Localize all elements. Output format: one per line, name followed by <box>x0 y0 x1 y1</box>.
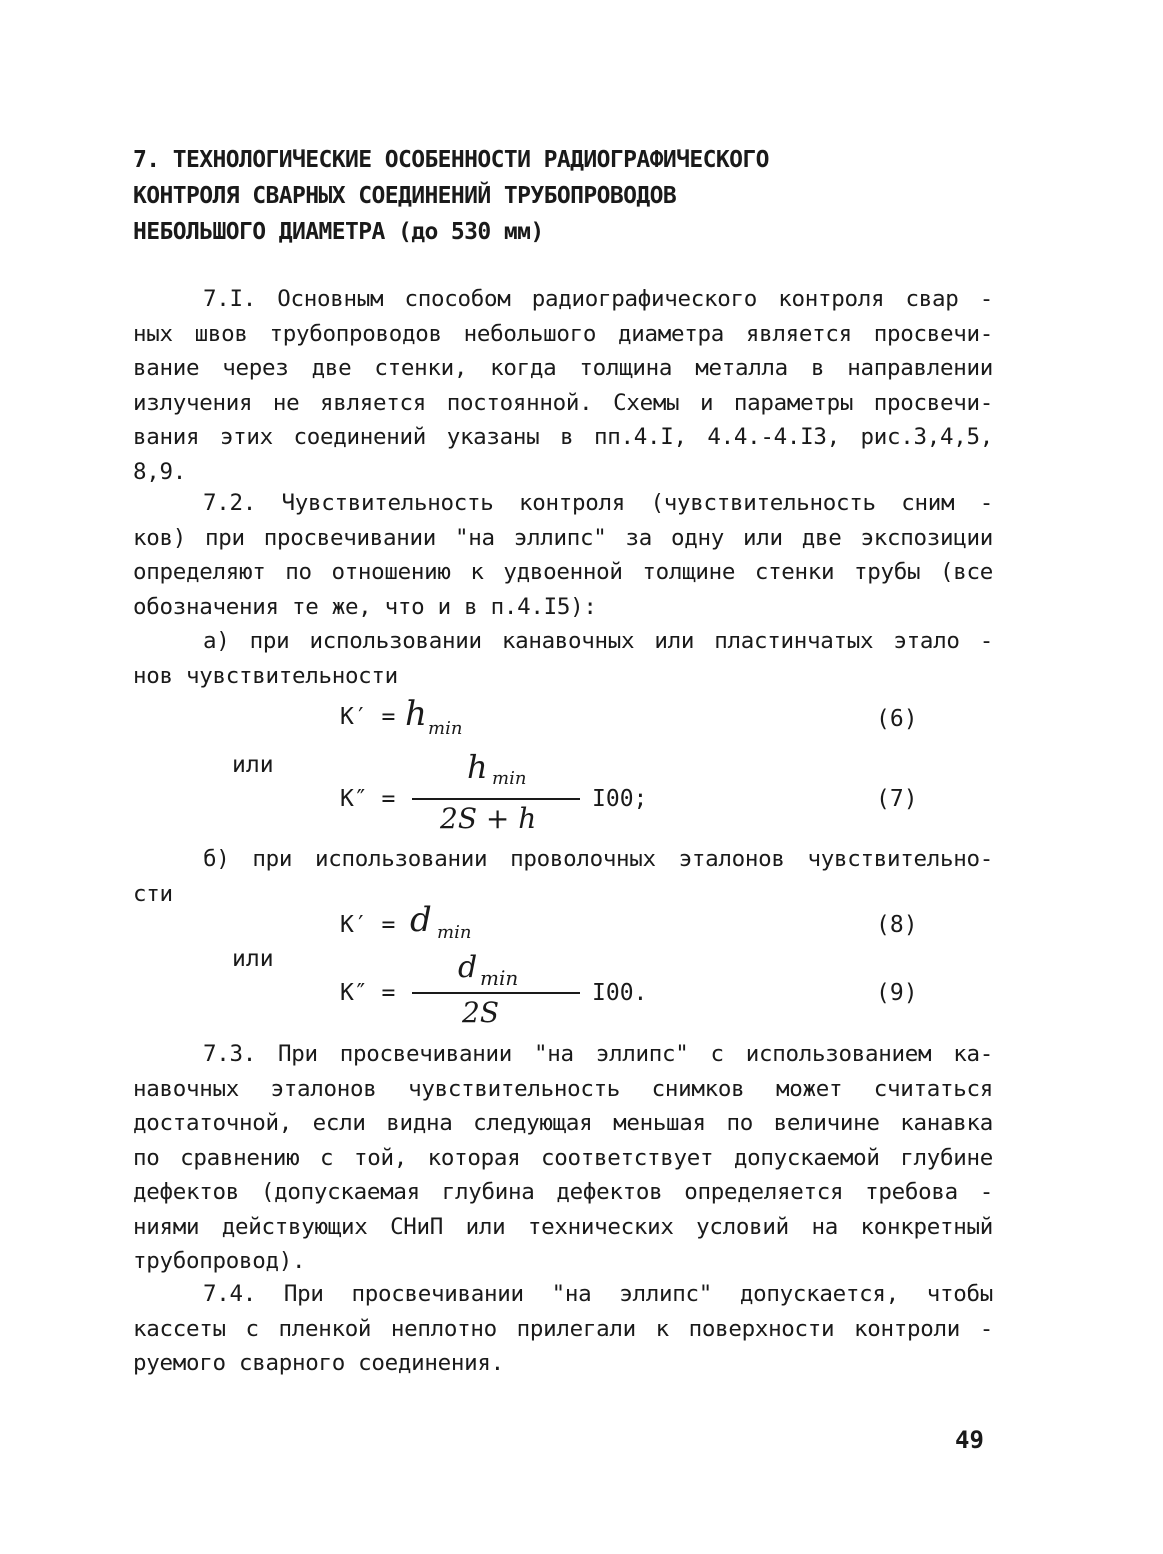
equation-number: (7) <box>876 786 918 812</box>
heading-line: КОНТРОЛЯ СВАРНЫХ СОЕДИНЕНИЙ ТРУБОПРОВОДОВ <box>133 183 677 209</box>
text-line: определяют по отношению к удвоенной толщине стенки трубы (все <box>133 559 993 585</box>
fraction-bar <box>412 992 580 994</box>
formula-subscript: min <box>428 718 463 739</box>
heading-line: НЕБОЛЬШОГО ДИАМЕТРА (до 530 мм) <box>133 219 544 245</box>
equation-number: (9) <box>876 980 918 1006</box>
text-line: руемого сварного соединения. <box>133 1350 504 1376</box>
text-line: ков) при просвечивании "на эллипс" за одну или две экспозиции <box>133 524 993 551</box>
text-line: 7.I. Основным способом радиографического контроля свар - <box>203 286 993 312</box>
text-line: а) при использовании канавочных или пластинчатых этало - <box>203 628 993 654</box>
formula-variable: h <box>405 694 427 734</box>
paragraph-7-4 <box>133 1277 993 1381</box>
item-a <box>133 624 993 693</box>
text-line: излучения не является постоянной. Схемы и параметры просвечи- <box>133 389 993 416</box>
heading-line: 7. ТЕХНОЛОГИЧЕСКИЕ ОСОБЕННОСТИ РАДИОГРАФИЧЕСКОГО <box>133 147 769 173</box>
section-heading <box>133 142 769 250</box>
paragraph-7-2 <box>133 486 993 624</box>
formula-lhs: К″ = <box>340 980 396 1006</box>
text-line: 8,9. <box>133 458 186 485</box>
formula-factor: I00; <box>592 786 648 812</box>
paragraph-7-1 <box>133 282 993 489</box>
formula-numerator: d <box>458 950 478 985</box>
text-line: 7.3. При просвечивании "на эллипс" с использованием ка- <box>203 1041 993 1067</box>
formula-numerator: h <box>467 748 488 786</box>
text-line: достаточной, если видна следующая меньшая по величине канавка <box>133 1110 993 1136</box>
formula-lhs: К′ = <box>340 704 396 730</box>
item-b <box>133 842 993 911</box>
formula-denominator: 2S <box>462 996 499 1029</box>
text-line: нов чувствительности <box>133 662 398 689</box>
text-line: вание через две стенки, когда толщина металла в направлении <box>133 355 993 381</box>
text-line: ных швов трубопроводов небольшого диаметра является просвечи- <box>133 320 993 347</box>
fraction-bar <box>412 798 580 800</box>
text-line: вания этих соединений указаны в пп.4.I, 4.4.-4.I3, рис.3,4,5, <box>133 424 993 450</box>
or-word: или <box>232 752 274 778</box>
or-word: или <box>232 946 274 972</box>
text-line: б) при использовании проволочных эталонов чувствительно- <box>203 846 993 872</box>
text-line: ниями действующих СНиП или технических условий на конкретный <box>133 1213 993 1240</box>
text-line: 7.2. Чувствительность контроля (чувствительность сним - <box>203 490 993 516</box>
page-number: 49 <box>955 1426 984 1454</box>
formula-subscript: min <box>480 966 519 990</box>
text-line: навочных эталонов чувствительность снимков может считаться <box>133 1075 993 1102</box>
paragraph-7-3 <box>133 1037 993 1279</box>
equation-number: (8) <box>876 912 918 938</box>
text-line: обозначения те же, что и в п.4.I5): <box>133 593 597 620</box>
formula-factor: I00. <box>592 980 648 1006</box>
text-line: трубопровод). <box>133 1248 306 1274</box>
text-line: по сравнению с той, которая соответствует допускаемой глубине <box>133 1144 993 1171</box>
text-line: кассеты с пленкой неплотно прилегали к поверхности контроли - <box>133 1315 993 1342</box>
text-line: дефектов (допускаемая глубина дефектов определяется требова - <box>133 1179 993 1205</box>
formula-variable: d <box>410 900 432 940</box>
text-line: сти <box>133 880 173 907</box>
formula-subscript: min <box>437 922 472 943</box>
equation-number: (6) <box>876 706 918 732</box>
text-line: 7.4. При просвечивании "на эллипс" допускается, чтобы <box>203 1281 993 1307</box>
formula-lhs: К″ = <box>340 786 396 812</box>
formula-lhs: К′ = <box>340 912 396 938</box>
formula-subscript: min <box>492 768 527 789</box>
formula-denominator: 2S + h <box>440 802 537 835</box>
